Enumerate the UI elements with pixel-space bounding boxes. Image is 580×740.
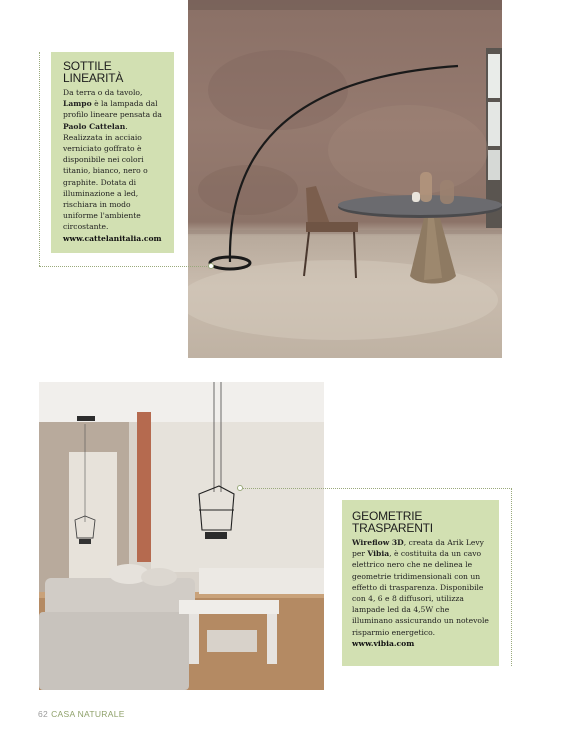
caption-body-2 [352, 537, 491, 638]
link-vibia[interactable]: www.vibia.com [352, 638, 415, 648]
caption-1-product: Lampo [63, 99, 92, 109]
caption-1-text-b: è la lampada dal profilo lineare pensata da [63, 99, 162, 120]
caption-1-text-a: Da terra o da tavolo, [63, 88, 143, 97]
caption-2-brand: Vibia [367, 549, 390, 559]
caption-title-2-line1: GEOMETRIE [352, 509, 423, 523]
caption-2-text-a: , creata da Arik Levy per [352, 538, 484, 559]
page-number: 62 [38, 709, 49, 719]
leader-line-horizontal-2 [243, 488, 512, 489]
caption-1-text-c: . Realizzata in acciaio verniciato goffrato è disponibile nei colori titanio, bianco, nero o graphite. Dotata di illuminazione a led, rischiara in modo uniforme l'ambiente circostante. [63, 121, 148, 232]
leader-line-horizontal-1 [39, 266, 211, 267]
magazine-name: CASA NATURALE [51, 709, 125, 719]
caption-body-1 [63, 87, 166, 233]
page-footer [38, 709, 125, 719]
photo-living-room-illustration [39, 382, 324, 690]
caption-title-1: SOTTILE LINEARITÀ [63, 59, 124, 85]
caption-box-lampo [51, 52, 174, 253]
photo-living-room-wireflow [39, 382, 324, 690]
caption-title-2-line2: TRASPARENTI [352, 521, 433, 535]
caption-title-2 [352, 510, 491, 534]
leader-line-vertical-2 [511, 488, 512, 666]
link-cattelanitalia[interactable]: www.cattelanitalia.com [63, 233, 162, 243]
photo-floor-lamp-table [188, 0, 502, 358]
photo-floor-lamp-table-illustration [188, 0, 502, 358]
leader-dot-1 [208, 263, 214, 269]
caption-2-text-b: , è costituita da un cavo elettrico nero che ne delinea le geometrie tridimensionali con un effetto di trasparenza. Disponibile con 4, 6 e 8 diffusori, utilizza lampade led da 4,5W che illuminano assicurando un notevole risparmio energetico. [352, 549, 489, 637]
caption-box-wireflow [342, 500, 499, 666]
leader-line-vertical-1 [39, 52, 40, 266]
caption-1-designer: Paolo Cattelan [63, 121, 126, 131]
caption-2-product: Wireflow 3D [352, 538, 404, 547]
